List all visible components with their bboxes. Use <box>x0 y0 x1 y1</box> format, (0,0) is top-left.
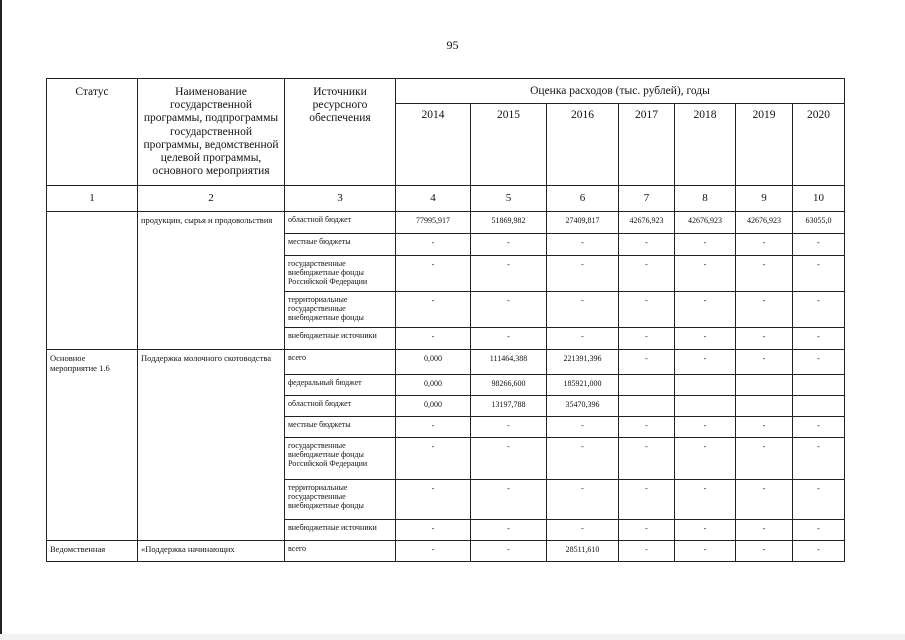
funding-source-cell: государственные внебюджетные фонды Российской Федерации <box>285 256 396 292</box>
column-number-row <box>47 186 845 212</box>
funding-source-cell: местные бюджеты <box>285 417 396 438</box>
value-cell-2015: 98266,600 <box>471 375 547 396</box>
value-cell-2018: - <box>675 417 736 438</box>
value-cell-2018: - <box>675 541 736 562</box>
value-cell-2020: - <box>793 328 845 350</box>
value-cell-2019 <box>736 396 793 417</box>
header-year-2019: 2019 <box>736 104 793 186</box>
header-estimate: Оценка расходов (тыс. рублей), годы <box>396 79 845 104</box>
value-cell-2016: - <box>547 256 619 292</box>
value-cell-2014: - <box>396 234 471 256</box>
value-cell-2020: 63055,0 <box>793 212 845 234</box>
value-cell-2018 <box>675 396 736 417</box>
value-cell-2016: 35470,396 <box>547 396 619 417</box>
value-cell-2019 <box>736 375 793 396</box>
value-cell-2016: 28511,610 <box>547 541 619 562</box>
value-cell-2016: - <box>547 328 619 350</box>
value-cell-2019: - <box>736 234 793 256</box>
value-cell-2018: 42676,923 <box>675 212 736 234</box>
funding-source-cell: территориальные государственные внебюджетные фонды <box>285 292 396 328</box>
table-row <box>47 212 845 234</box>
funding-source-cell: федеральный бюджет <box>285 375 396 396</box>
value-cell-2020: - <box>793 256 845 292</box>
value-cell-2014: 0,000 <box>396 375 471 396</box>
value-cell-2018: - <box>675 520 736 541</box>
value-cell-2019: - <box>736 328 793 350</box>
value-cell-2018: - <box>675 350 736 375</box>
funding-source-cell: областной бюджет <box>285 212 396 234</box>
funding-source-cell: внебюджетные источники <box>285 520 396 541</box>
header-row-top <box>47 79 845 104</box>
value-cell-2014: - <box>396 256 471 292</box>
value-cell-2017: - <box>619 292 675 328</box>
value-cell-2018: - <box>675 292 736 328</box>
value-cell-2016: - <box>547 234 619 256</box>
value-cell-2014: - <box>396 520 471 541</box>
status-cell: Ведомственная <box>47 541 138 562</box>
value-cell-2019: - <box>736 541 793 562</box>
value-cell-2017: - <box>619 520 675 541</box>
column-number-6: 6 <box>547 186 619 212</box>
column-number-2: 2 <box>138 186 285 212</box>
value-cell-2019: - <box>736 350 793 375</box>
value-cell-2015: - <box>471 438 547 480</box>
column-number-9: 9 <box>736 186 793 212</box>
value-cell-2018 <box>675 375 736 396</box>
value-cell-2015: - <box>471 234 547 256</box>
value-cell-2015: - <box>471 520 547 541</box>
value-cell-2016: - <box>547 480 619 520</box>
value-cell-2016: - <box>547 520 619 541</box>
header-status: Статус <box>47 79 138 186</box>
header-sources: Источники ресурсного обеспечения <box>285 79 396 186</box>
value-cell-2018: - <box>675 234 736 256</box>
table-row <box>47 541 845 562</box>
table-body <box>47 79 845 562</box>
value-cell-2020: - <box>793 292 845 328</box>
value-cell-2017: - <box>619 350 675 375</box>
scan-bottom-edge <box>0 634 905 640</box>
value-cell-2017: - <box>619 438 675 480</box>
value-cell-2014: - <box>396 328 471 350</box>
value-cell-2014: - <box>396 417 471 438</box>
program-name-cell: продукции, сырья и продовольствия <box>138 212 285 350</box>
value-cell-2017: - <box>619 234 675 256</box>
status-cell: Основное мероприятие 1.6 <box>47 350 138 541</box>
funding-source-cell: внебюджетные источники <box>285 328 396 350</box>
value-cell-2015: - <box>471 328 547 350</box>
column-number-10: 10 <box>793 186 845 212</box>
value-cell-2016: 27409,817 <box>547 212 619 234</box>
value-cell-2020: - <box>793 520 845 541</box>
funding-source-cell: всего <box>285 350 396 375</box>
value-cell-2015: 111464,388 <box>471 350 547 375</box>
value-cell-2014: 77995,917 <box>396 212 471 234</box>
column-number-1: 1 <box>47 186 138 212</box>
funding-source-cell: государственные внебюджетные фонды Российской Федерации <box>285 438 396 480</box>
value-cell-2020: - <box>793 541 845 562</box>
funding-source-cell: территориальные государственные внебюджетные фонды <box>285 480 396 520</box>
value-cell-2014: - <box>396 438 471 480</box>
funding-source-cell: всего <box>285 541 396 562</box>
value-cell-2015: - <box>471 417 547 438</box>
header-name: Наименование государственной программы, подпрограммы государственной программы, ведомственной целевой программы, основного мероприятия <box>138 79 285 186</box>
value-cell-2016: - <box>547 292 619 328</box>
value-cell-2014: 0,000 <box>396 350 471 375</box>
value-cell-2014: - <box>396 541 471 562</box>
value-cell-2018: - <box>675 438 736 480</box>
value-cell-2017 <box>619 375 675 396</box>
column-number-7: 7 <box>619 186 675 212</box>
value-cell-2015: - <box>471 292 547 328</box>
value-cell-2017 <box>619 396 675 417</box>
value-cell-2019: 42676,923 <box>736 212 793 234</box>
page-number: 95 <box>446 38 459 52</box>
value-cell-2019: - <box>736 256 793 292</box>
scan-left-edge <box>0 0 2 640</box>
value-cell-2016: 185921,000 <box>547 375 619 396</box>
value-cell-2017: 42676,923 <box>619 212 675 234</box>
value-cell-2020: - <box>793 480 845 520</box>
value-cell-2017: - <box>619 541 675 562</box>
value-cell-2017: - <box>619 256 675 292</box>
header-year-2014: 2014 <box>396 104 471 186</box>
column-number-3: 3 <box>285 186 396 212</box>
value-cell-2020: - <box>793 234 845 256</box>
value-cell-2019: - <box>736 292 793 328</box>
program-name-cell: Поддержка молочного скотоводства <box>138 350 285 541</box>
column-number-8: 8 <box>675 186 736 212</box>
value-cell-2019: - <box>736 438 793 480</box>
expense-table <box>46 78 845 562</box>
value-cell-2020: - <box>793 350 845 375</box>
value-cell-2015: - <box>471 256 547 292</box>
column-number-4: 4 <box>396 186 471 212</box>
value-cell-2014: - <box>396 480 471 520</box>
header-year-2016: 2016 <box>547 104 619 186</box>
value-cell-2017: - <box>619 417 675 438</box>
status-cell <box>47 212 138 350</box>
value-cell-2015: 51869,982 <box>471 212 547 234</box>
value-cell-2015: 13197,788 <box>471 396 547 417</box>
value-cell-2020 <box>793 396 845 417</box>
value-cell-2014: 0,000 <box>396 396 471 417</box>
funding-source-cell: местные бюджеты <box>285 234 396 256</box>
value-cell-2016: - <box>547 417 619 438</box>
header-year-2015: 2015 <box>471 104 547 186</box>
value-cell-2019: - <box>736 480 793 520</box>
value-cell-2015: - <box>471 480 547 520</box>
value-cell-2016: 221391,396 <box>547 350 619 375</box>
value-cell-2016: - <box>547 438 619 480</box>
value-cell-2018: - <box>675 256 736 292</box>
header-year-2018: 2018 <box>675 104 736 186</box>
value-cell-2019: - <box>736 520 793 541</box>
value-cell-2017: - <box>619 328 675 350</box>
value-cell-2014: - <box>396 292 471 328</box>
value-cell-2018: - <box>675 480 736 520</box>
value-cell-2020: - <box>793 417 845 438</box>
value-cell-2020: - <box>793 438 845 480</box>
value-cell-2018: - <box>675 328 736 350</box>
header-year-2017: 2017 <box>619 104 675 186</box>
column-number-5: 5 <box>471 186 547 212</box>
value-cell-2019: - <box>736 417 793 438</box>
header-year-2020: 2020 <box>793 104 845 186</box>
funding-source-cell: областной бюджет <box>285 396 396 417</box>
program-name-cell: «Поддержка начинающих <box>138 541 285 562</box>
value-cell-2020 <box>793 375 845 396</box>
value-cell-2017: - <box>619 480 675 520</box>
value-cell-2015: - <box>471 541 547 562</box>
table-row <box>47 350 845 375</box>
